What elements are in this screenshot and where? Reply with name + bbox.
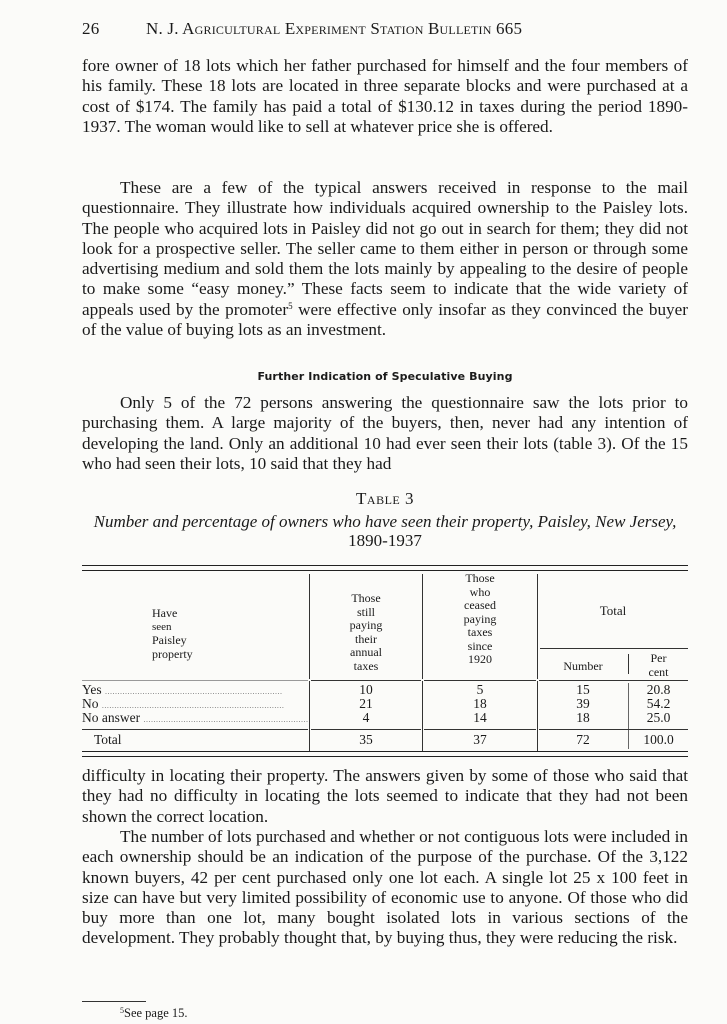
header-line: who: [469, 584, 491, 599]
total-header: Total: [599, 603, 627, 618]
cell-ceased-paying: 18: [473, 696, 487, 711]
header-line: paying: [349, 618, 383, 632]
stub-header: [122, 607, 242, 661]
total-subheader-rule: [540, 648, 688, 649]
leader-dots: .......................................................................: [105, 687, 283, 696]
total-row-label: Total: [94, 733, 122, 747]
table-row: [82, 683, 688, 697]
table-row: [82, 697, 688, 711]
cell-number: 15: [576, 682, 590, 697]
table-top-double-rule: [82, 565, 688, 571]
table-row: [82, 711, 688, 725]
header-bottom-rule: [311, 680, 421, 681]
header-bottom-rule: [424, 680, 536, 681]
leader-dots: .........................................................................: [101, 701, 285, 710]
paragraph-2-part-1: These are a few of the typical answers received in response to the mail questionnaire. They illustrate how individuals acquired ownership to the Paisley lots. The people who acquired lots in Paisley did not go out in search for them; they did not look for a prospective seller. The seller came to them either in person or through some advertising medium and sold them the lots mainly by appealing to the desire of people to make some “easy money.” These facts seem to indicate that the wide variety of appeals used by the promoter: [82, 178, 688, 319]
cell-percent: 25.0: [646, 710, 671, 725]
running-header: [82, 19, 688, 39]
header-line: annual: [350, 645, 382, 659]
leader-dots: ..................................................................: [143, 715, 308, 724]
header-line: still: [356, 604, 375, 619]
cell-still-paying: 4: [362, 710, 370, 725]
cell-ceased-paying: 5: [476, 682, 484, 697]
stub-header-line: Have: [152, 606, 178, 620]
cell-number: 72: [576, 732, 590, 747]
total-rule: [539, 729, 688, 730]
cell-still-paying: 35: [359, 732, 373, 747]
total-rule: [82, 729, 308, 730]
col-ceased-paying-header: [423, 572, 537, 667]
table-caption: [82, 512, 688, 550]
cell-ceased-paying: 37: [473, 732, 487, 747]
header-line: taxes: [467, 625, 493, 639]
paragraph-3: [82, 393, 688, 474]
page-number: 26: [82, 19, 100, 38]
header-line: cent: [648, 664, 669, 679]
table-bottom-double-rule: [82, 751, 688, 757]
header-line: Those: [351, 591, 381, 605]
footnote-rule: [82, 1001, 146, 1002]
cell-percent: 20.8: [646, 682, 671, 697]
total-rule: [424, 729, 536, 730]
section-heading: Further Indication of Speculative Buying: [257, 370, 513, 383]
table-caption-italic: Number and percentage of owners who have seen their property, Paisley, New Jersey,: [93, 512, 677, 531]
cell-percent: 54.2: [646, 696, 671, 711]
header-line: taxes: [353, 658, 379, 673]
paragraph-3-text: Only 5 of the 72 persons answering the questionnaire saw the lots prior to purchasing them. A large majority of the buyers, then, never had any intention of developing the land. Only an additional 10 had ever seen their lots (table 3). Of the 15 who had seen their lots, 10 said that they had: [82, 393, 688, 473]
stub-header-line: property: [152, 646, 193, 661]
header-line: Per: [650, 651, 667, 665]
total-rule: [311, 729, 421, 730]
table-label: Table 3: [356, 489, 414, 508]
paragraph-1: [82, 56, 688, 137]
header-line: ceased: [464, 598, 496, 612]
header-line: since: [467, 638, 493, 653]
paragraph-2-text: [82, 178, 688, 340]
cell-still-paying: 21: [359, 696, 373, 711]
cell-percent: 100.0: [643, 732, 674, 747]
header-bottom-rule: [539, 680, 688, 681]
cell-number: 39: [576, 696, 590, 711]
running-title: N. J. Agricultural Experiment Station Bulletin 665: [146, 19, 523, 38]
cell-ceased-paying: 14: [473, 710, 487, 725]
paragraph-1-text: fore owner of 18 lots which her father purchased for himself and the four members of his family. These 18 lots are located in three separate blocks and were purchased at a cost of $174. The family has paid a total of $130.12 in taxes during the period 1890-1937. The woman would like to sell at whatever price she is offered.: [82, 56, 688, 136]
header-line: Those: [465, 571, 495, 585]
cell-still-paying: 10: [359, 682, 373, 697]
row-label-text: No answer: [82, 711, 141, 725]
header-line: 1920: [468, 652, 492, 666]
header-bottom-rule: [82, 680, 308, 681]
footnote-text: See page 15.: [124, 1006, 188, 1020]
paragraph-5-text: The number of lots purchased and whether or not contiguous lots were included in each ownership should be an indication of the purpose of the purchase. Of the 3,122 known buyers, 42 per cent purchased only one lot each. A single lot 25 x 100 feet in size can have but very limited possibility of economic use to anyone. Of those who did buy more than one lot, many bought isolated lots in various sections of the development. They probably thought that, by buying thus, they were reducing the risk.: [82, 827, 688, 948]
header-line: their: [355, 631, 377, 646]
header-line: paying: [463, 611, 497, 626]
table-caption-years: 1890-1937: [348, 531, 422, 550]
number-header: Number: [563, 659, 603, 673]
col-still-paying-header: [310, 592, 422, 673]
stub-header-line: Paisley: [152, 633, 187, 647]
stub-header-line: seen: [152, 620, 172, 633]
paragraph-4: [82, 766, 688, 827]
footnote-marker: 5: [120, 1006, 124, 1015]
row-label-text: No: [82, 697, 99, 711]
paragraph-2: [82, 178, 688, 340]
paragraph-4-text: difficulty in locating their property. The answers given by some of those who said that they had no difficulty in locating the lots seemed to indicate that they had not been shown the correct location.: [82, 766, 688, 826]
footnote-reference: 5: [288, 300, 293, 311]
row-label: [82, 711, 308, 727]
row-label-text: Yes: [82, 683, 102, 697]
footnote: [120, 1006, 188, 1021]
table-total-row: [82, 733, 688, 747]
cell-number: 18: [576, 710, 590, 725]
percent-header: [629, 652, 688, 679]
paragraph-5: [82, 827, 688, 949]
paragraph-2-part-2: were effective only insofar as they convinced the buyer of the value of buying lots as an investment.: [82, 299, 688, 340]
